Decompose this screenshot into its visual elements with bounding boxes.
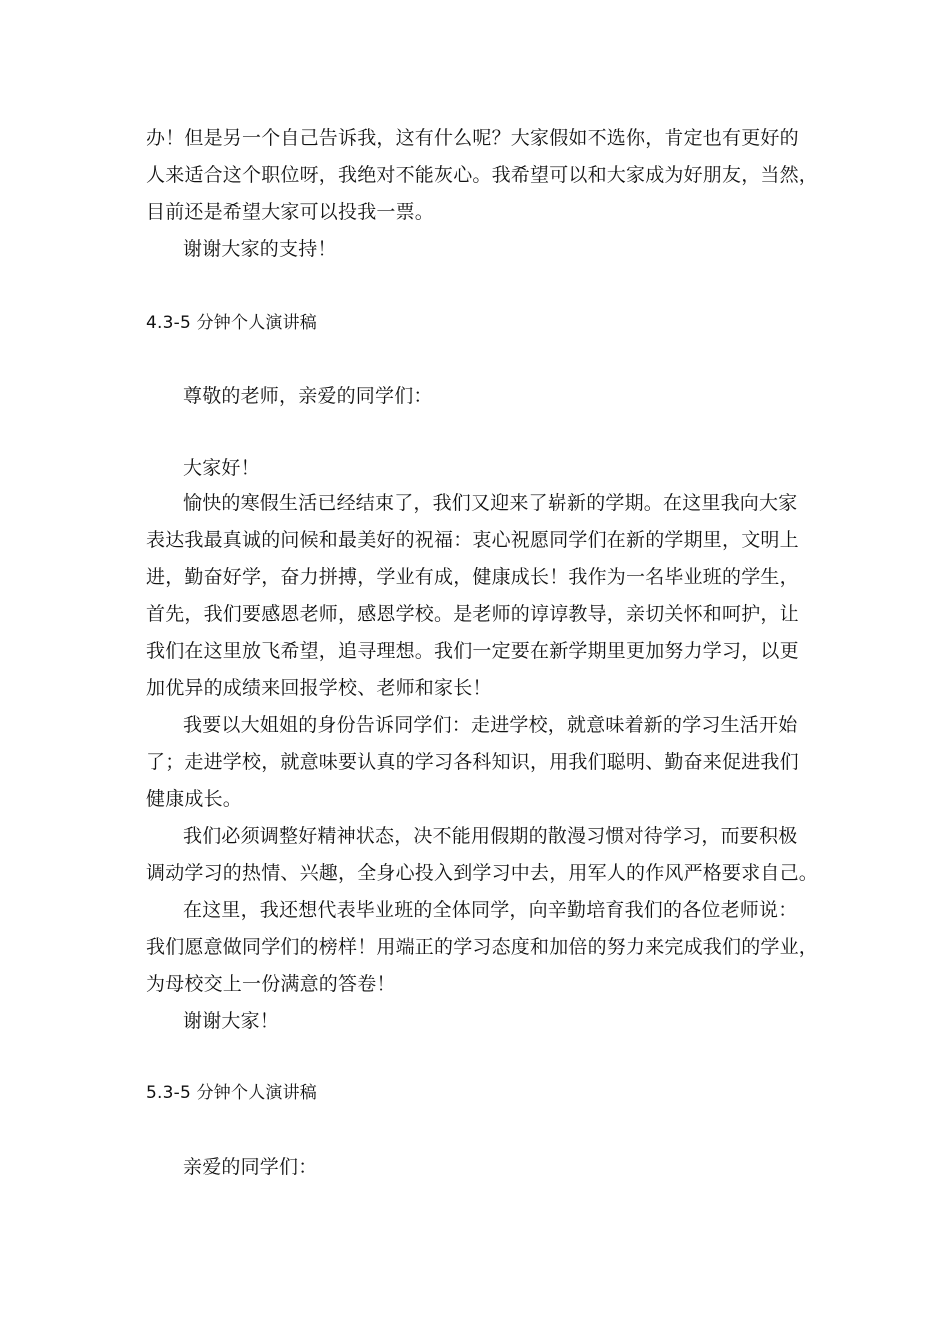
- greeting: 大家好！: [183, 457, 260, 479]
- section-heading: 5.3-5 分钟个人演讲稿: [146, 1083, 317, 1103]
- paragraph-line: 我要以大姐姐的身份告诉同学们：走进学校，就意味着新的学习生活开始: [183, 714, 798, 736]
- section-heading: 4.3-5 分钟个人演讲稿: [146, 313, 317, 333]
- closing-line: 谢谢大家的支持！: [183, 238, 337, 260]
- paragraph-line: 在这里，我还想代表毕业班的全体同学，向辛勤培育我们的各位老师说：: [183, 899, 798, 921]
- paragraph-line: 加优异的成绩来回报学校、老师和家长！: [146, 677, 492, 699]
- paragraph-line: 人来适合这个职位呀，我绝对不能灰心。我希望可以和大家成为好朋友，当然，: [146, 164, 819, 186]
- paragraph-line: 我们愿意做同学们的榜样！用端正的学习态度和加倍的努力来完成我们的学业，: [146, 936, 819, 958]
- paragraph-line: 进，勤奋好学，奋力拼搏，学业有成，健康成长！我作为一名毕业班的学生，: [146, 566, 799, 588]
- paragraph-line: 我们在这里放飞希望，追寻理想。我们一定要在新学期里更加努力学习，以更: [146, 640, 799, 662]
- paragraph-line: 了；走进学校，就意味要认真的学习各科知识，用我们聪明、勤奋来促进我们: [146, 751, 799, 773]
- paragraph-line: 目前还是希望大家可以投我一票。: [146, 201, 435, 223]
- paragraph-line: 办！但是另一个自己告诉我，这有什么呢？大家假如不选你，肯定也有更好的: [146, 127, 799, 149]
- paragraph-line: 愉快的寒假生活已经结束了，我们又迎来了崭新的学期。在这里我向大家: [183, 492, 798, 514]
- salutation: 亲爱的同学们：: [183, 1156, 318, 1178]
- paragraph-line: 表达我最真诚的问候和最美好的祝福：衷心祝愿同学们在新的学期里，文明上: [146, 529, 799, 551]
- paragraph-line: 首先，我们要感恩老师，感恩学校。是老师的谆谆教导，亲切关怀和呵护，让: [146, 603, 799, 625]
- paragraph-line: 为母校交上一份满意的答卷！: [146, 973, 396, 995]
- closing-line: 谢谢大家！: [183, 1010, 280, 1032]
- paragraph-line: 调动学习的热情、兴趣，全身心投入到学习中去，用军人的作风严格要求自己。: [146, 862, 819, 884]
- salutation: 尊敬的老师，亲爱的同学们：: [183, 385, 433, 407]
- paragraph-line: 健康成长。: [146, 788, 243, 810]
- paragraph-line: 我们必须调整好精神状态，决不能用假期的散漫习惯对待学习，而要积极: [183, 825, 798, 847]
